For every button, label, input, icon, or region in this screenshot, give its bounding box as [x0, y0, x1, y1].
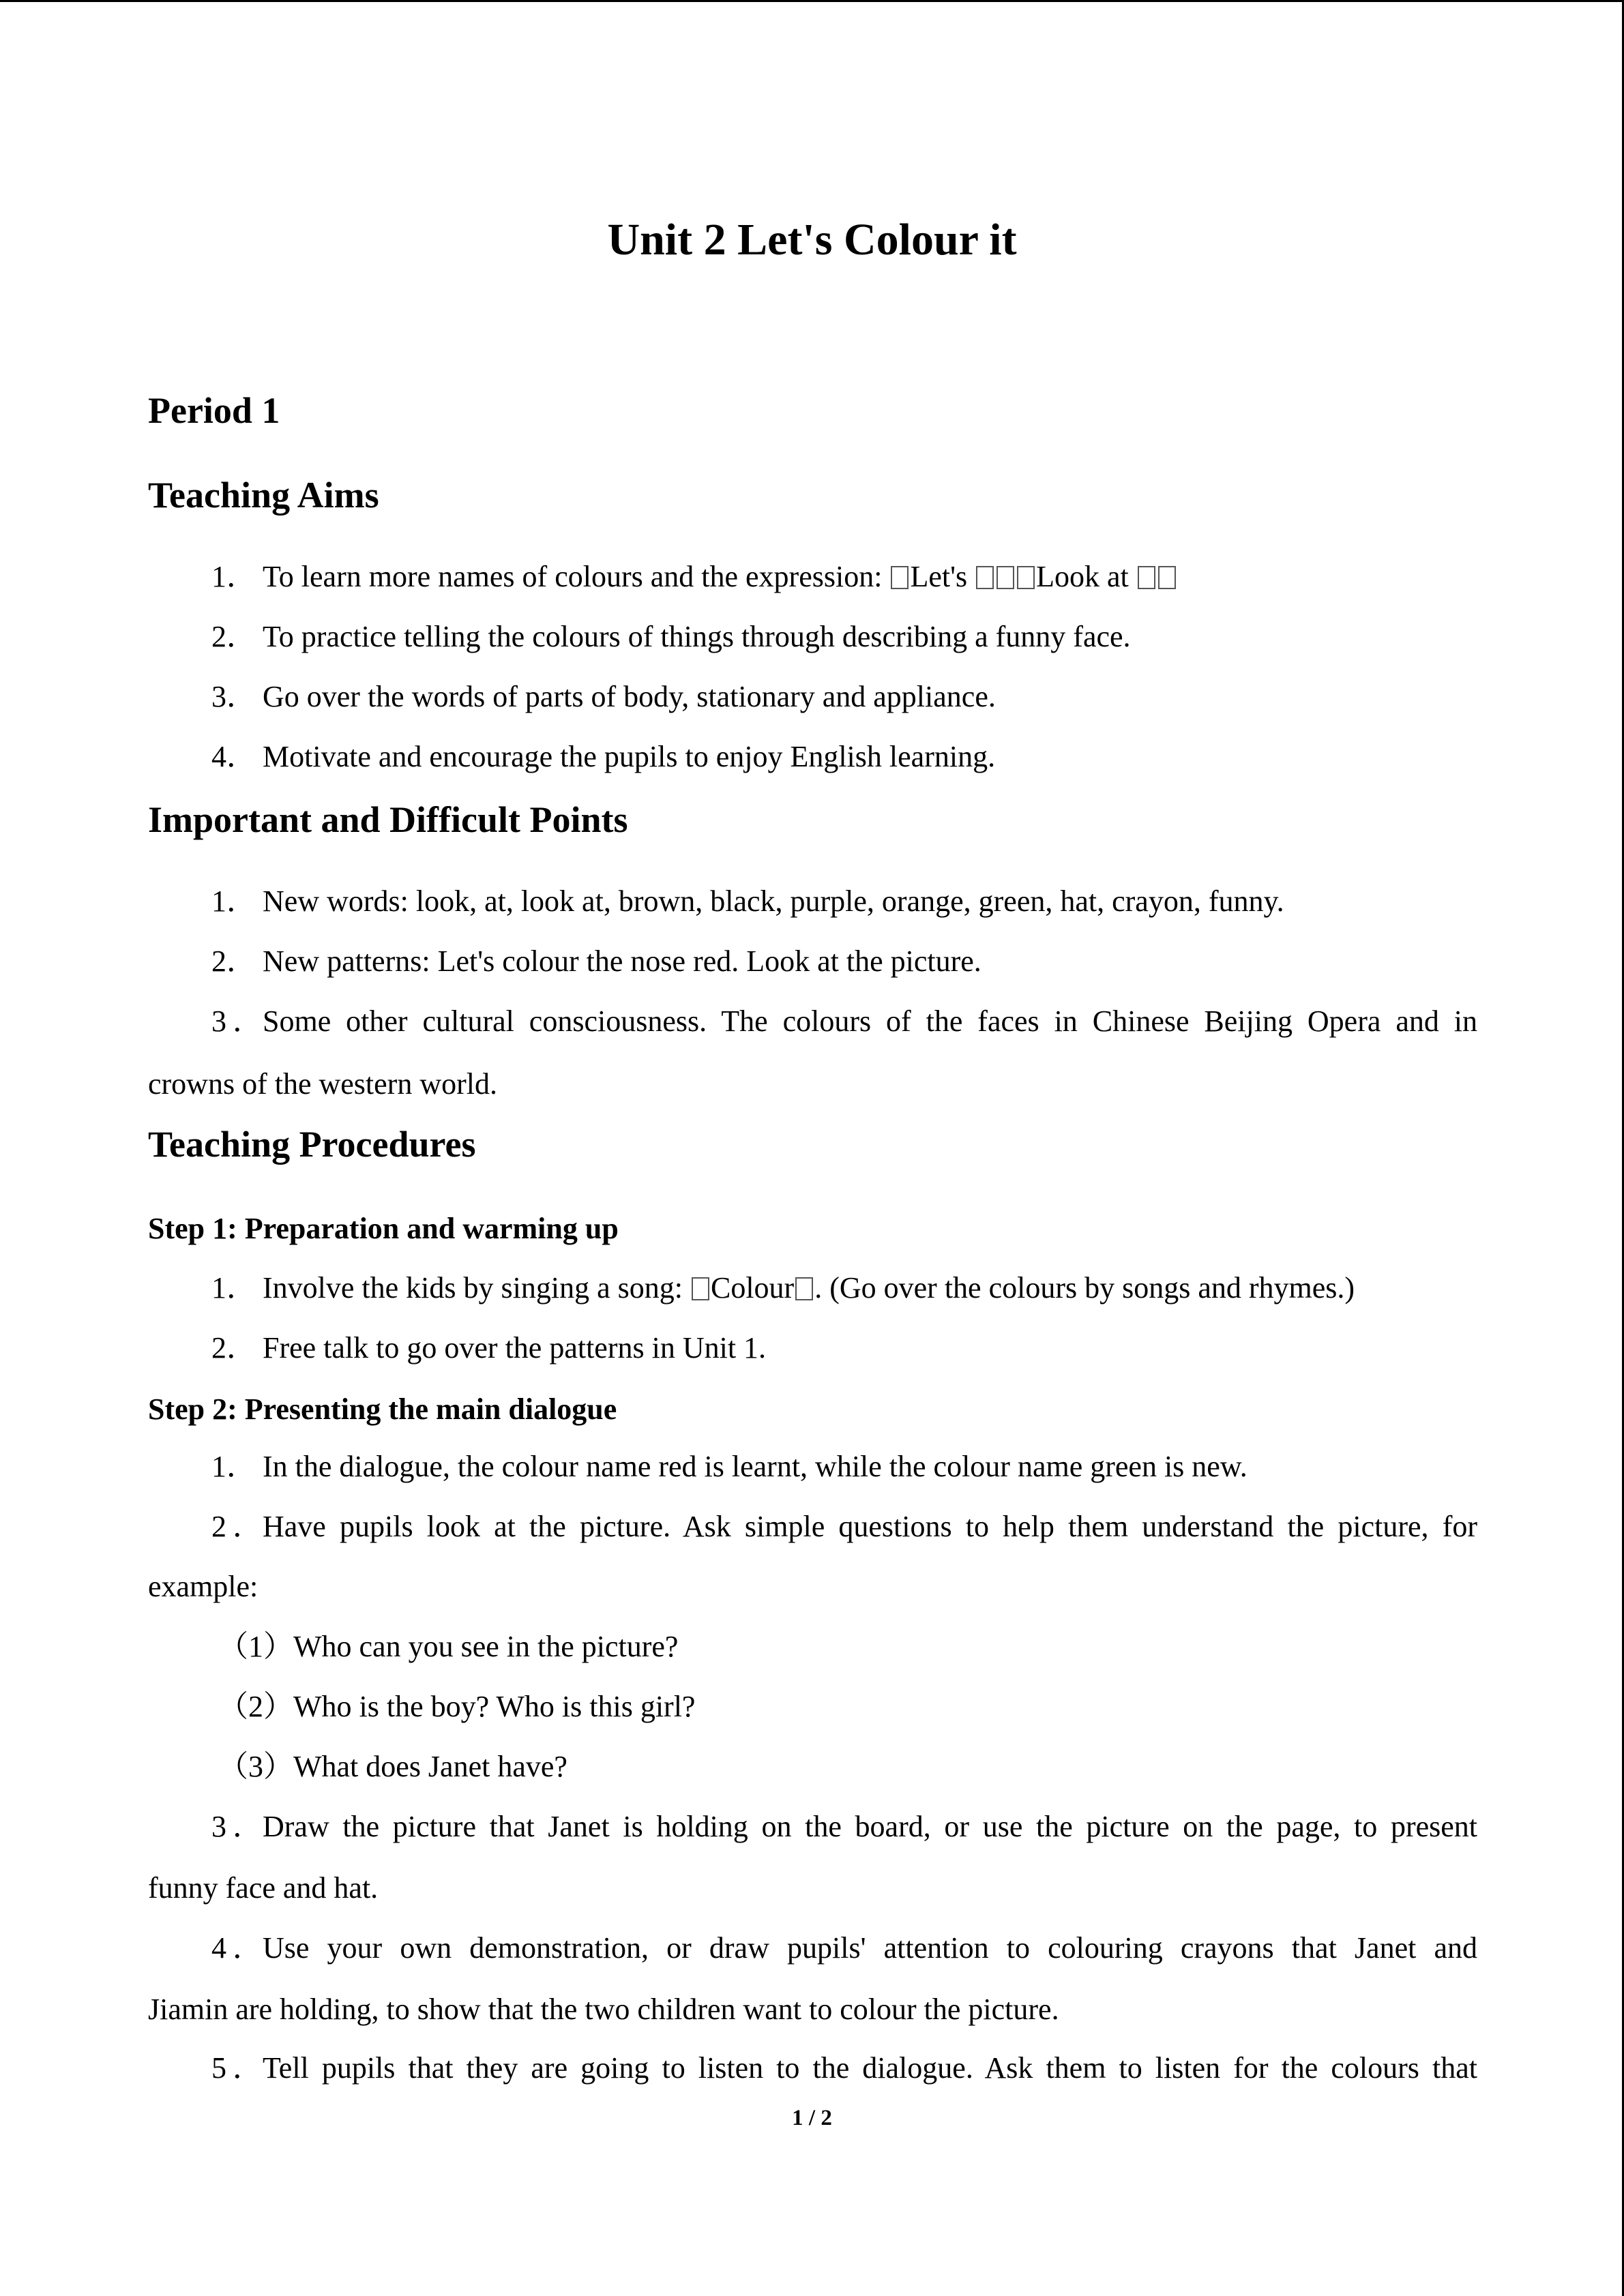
question-3: （3）What does Janet have? [218, 1750, 567, 1783]
step2-item-2: 2．Have pupils look at the picture. Ask simple questions to help them understand the picture, for [211, 1510, 1477, 1543]
step2-item-4-continued: Jiamin are holding, to show that the two children want to colour the picture. [148, 1993, 1059, 2026]
teaching-procedures-heading: Teaching Procedures [148, 1124, 476, 1165]
point-item-2: 2． New patterns: Let's colour the nose red. Look at the picture. [211, 944, 981, 978]
step2-item-3-continued: funny face and hat. [148, 1871, 379, 1905]
step2-item-4: 4．Use your own demonstration, or draw pupils' attention to colouring crayons that Janet and [211, 1931, 1477, 1965]
point-item-1: 1． New words: look, at, look at, brown, black, purple, orange, green, hat, crayon, funny. [211, 884, 1284, 918]
aim-item-1: 1． To learn more names of colours and the expression: Let's Look at [211, 558, 1177, 595]
document-title: Unit 2 Let's Colour it [607, 215, 1017, 265]
step-1-heading: Step 1: Preparation and warming up [148, 1212, 619, 1245]
aim-item-2: 2． To practice telling the colours of things through describing a funny face. [211, 620, 1131, 653]
aim-item-4: 4． Motivate and encourage the pupils to enjoy English learning. [211, 740, 996, 773]
important-points-heading: Important and Difficult Points [148, 799, 628, 840]
missing-glyph-icon [1017, 566, 1035, 589]
missing-glyph-icon [891, 566, 909, 589]
question-2: （2）Who is the boy? Who is this girl? [218, 1690, 696, 1723]
step2-item-3: 3．Draw the picture that Janet is holding on the board, or use the picture on the page, to present [211, 1810, 1477, 1843]
period-heading: Period 1 [148, 390, 280, 431]
missing-glyph-icon [1138, 566, 1155, 589]
missing-glyph-icon [692, 1277, 709, 1300]
aim-item-3: 3． Go over the words of parts of body, stationary and appliance. [211, 680, 996, 713]
step1-item-2: 2． Free talk to go over the patterns in Unit 1. [211, 1331, 767, 1365]
missing-glyph-icon [1158, 566, 1176, 589]
step-2-heading: Step 2: Presenting the main dialogue [148, 1392, 617, 1426]
page-number: 1 / 2 [792, 2106, 832, 2130]
point-item-3-continued: crowns of the western world. [148, 1067, 497, 1101]
step2-item-5: 5．Tell pupils that they are going to listen to the dialogue. Ask them to listen for the colours that [211, 2051, 1477, 2085]
missing-glyph-icon [996, 566, 1014, 589]
point-item-3: 3．Some other cultural consciousness. The colours of the faces in Chinese Beijing Opera and in [211, 1004, 1477, 1038]
step2-item-1: 1． In the dialogue, the colour name red is learnt, while the colour name green is new. [211, 1450, 1247, 1483]
missing-glyph-icon [795, 1277, 813, 1300]
teaching-aims-heading: Teaching Aims [148, 475, 379, 516]
question-1: （1）Who can you see in the picture? [218, 1630, 679, 1663]
step2-item-2-continued: example: [148, 1570, 259, 1603]
step1-item-1: 1． Involve the kids by singing a song: Colour . (Go over the colours by songs and rhymes.) [211, 1271, 1355, 1304]
missing-glyph-icon [976, 566, 994, 589]
